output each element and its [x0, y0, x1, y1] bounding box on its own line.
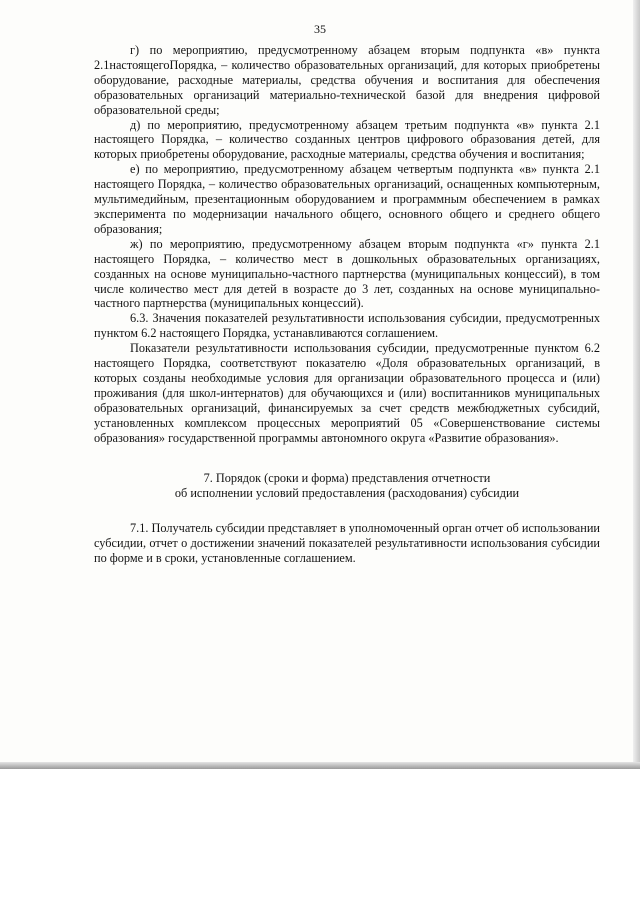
paragraph-e: е) по мероприятию, предусмотренному абзацем четвертым подпункта «в» пункта 2.1 настоящего Порядка, – количество образовательных организаций, оснащенных компьютерным, мультимедийным, презентационным оборудованием и программным обеспечением в рамках эксперимента по модернизации начального общего, основного общего и среднего общего образования; [94, 162, 600, 236]
paragraph-indicators: Показатели результативности использования субсидии, предусмотренные пунктом 6.2 настоящего Порядка, соответствуют показателю «Доля образовательных организаций, в которых созданы необходимые условия для организации образовательного процесса и (или) проживания (для школ-интернатов) для обучающихся и (или) воспитанников муниципальных образовательных организаций, финансируемых за счет средств межбюджетных субсидий, установленных комплексом процессных мероприятий 05 «Совершенствование системы образования» государственной программы автономного округа «Развитие образования». [94, 341, 600, 445]
scan-right-edge [633, 0, 640, 768]
page-number: 35 [314, 22, 326, 36]
section-heading-line-2: об исполнении условий предоставления (расходования) субсидии [174, 486, 520, 501]
paragraph-g: г) по мероприятию, предусмотренному абзацем вторым подпункта «в» пункта 2.1настоящегоПорядка, – количество образовательных организаций, для которых приобретены оборудование, расходные материалы, средства обучения и воспитания для обеспечения образовательных организаций материально-технической базой для внедрения цифровой образовательной среды; [94, 43, 600, 117]
document-body [94, 43, 600, 566]
section-heading-line-1: 7. Порядок (сроки и форма) представления отчетности [203, 471, 491, 486]
paragraph-zh: ж) по мероприятию, предусмотренному абзацем вторым подпункта «г» пункта 2.1 настоящего Порядка, – количество мест в дошкольных образовательных организациях, созданных на основе муниципально-частного партнерства (муниципальных концессий), в том числе количество мест для детей в возрасте до 3 лет, созданных на основе муниципально-частного партнерства (муниципальных концессий). [94, 236, 600, 311]
paragraph-d: д) по мероприятию, предусмотренному абзацем третьим подпункта «в» пункта 2.1 настоящего Порядка, – количество созданных центров цифрового образования детей, для которых приобретены оборудование, расходные материалы, средства обучения и воспитания; [94, 117, 600, 162]
paragraph-6-3: 6.3. Значения показателей результативности использования субсидии, предусмотренных пунктом 6.2 настоящего Порядка, устанавливаются соглашением. [94, 311, 600, 341]
paragraph-7-1: 7.1. Получатель субсидии представляет в уполномоченный орган отчет об использовании субсидии, отчет о достижении значений показателей результативности использования субсидии по форме и в сроки, установленные соглашением. [94, 521, 600, 566]
scan-bottom-edge [0, 762, 640, 769]
section-7-heading [94, 471, 600, 501]
